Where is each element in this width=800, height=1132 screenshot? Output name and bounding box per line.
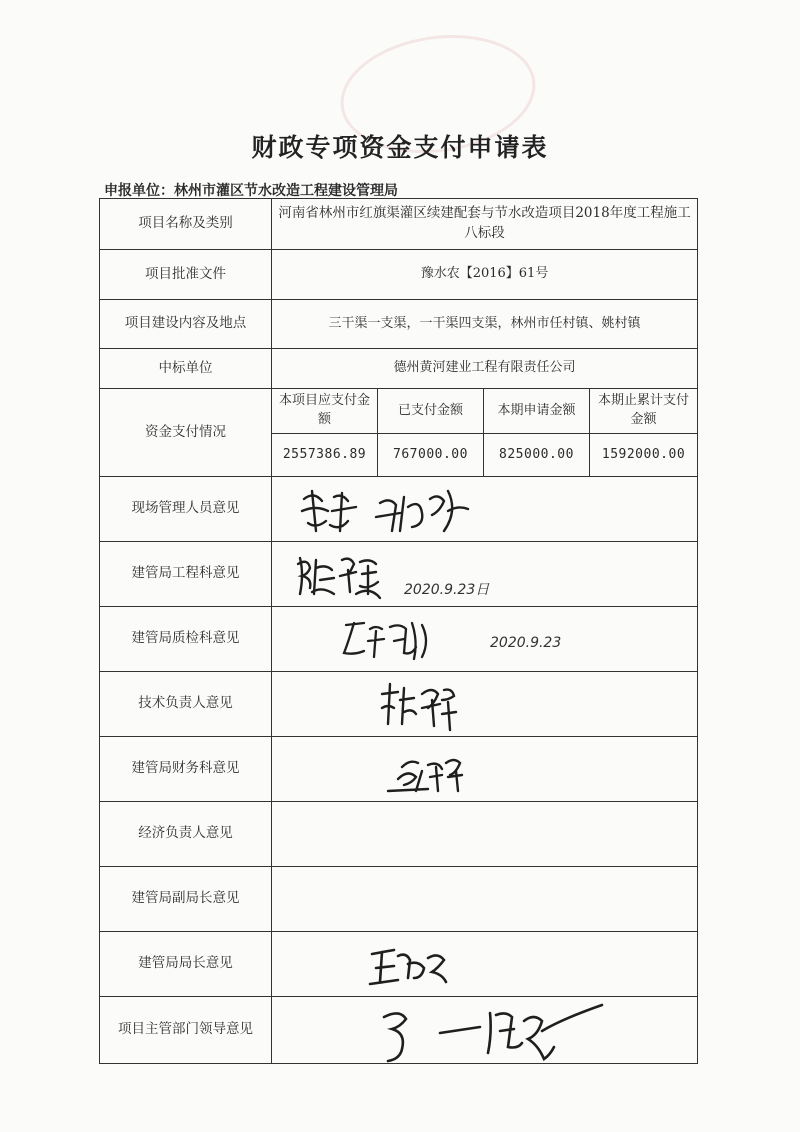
handwritten-signature	[272, 932, 696, 996]
row-opinion-economic	[100, 802, 698, 867]
applicant-value: 林州市灌区节水改造工程建设管理局	[174, 183, 398, 199]
handwritten-signature	[272, 997, 696, 1063]
row-opinion-site-manager	[100, 477, 698, 542]
funds-value-cumulative: 1592000.00	[590, 434, 698, 477]
payment-form-table	[99, 198, 698, 1064]
opinion-date: 2020.9.23日	[404, 582, 490, 598]
opinion-label: 现场管理人员意见	[100, 477, 272, 542]
content-location-label: 项目建设内容及地点	[100, 300, 272, 349]
handwritten-signature	[272, 477, 696, 541]
row-opinion-deputy	[100, 867, 698, 932]
row-opinion-quality	[100, 607, 698, 672]
opinion-label: 建管局工程科意见	[100, 542, 272, 607]
opinion-signature-area	[272, 607, 698, 672]
opinion-signature-area	[272, 867, 698, 932]
row-opinion-engineering	[100, 542, 698, 607]
funds-header-cumulative: 本期止累计支付金额	[590, 389, 698, 434]
winning-bidder-value: 德州黄河建业工程有限责任公司	[272, 349, 698, 389]
opinion-signature-area	[272, 997, 698, 1064]
winning-bidder-label: 中标单位	[100, 349, 272, 389]
opinion-signature-area	[272, 737, 698, 802]
applicant-label: 申报单位：	[104, 183, 174, 199]
approval-doc-label: 项目批准文件	[100, 250, 272, 300]
applicant-line	[104, 180, 398, 200]
approval-doc-value: 豫水农【2016】61号	[272, 250, 698, 300]
funds-header-current: 本期申请金额	[484, 389, 590, 434]
funds-header-paid: 已支付金额	[378, 389, 484, 434]
project-name-value: 河南省林州市红旗渠灌区续建配套与节水改造项目2018年度工程施工八标段	[272, 199, 698, 250]
opinion-label: 建管局财务科意见	[100, 737, 272, 802]
content-location-value: 三干渠一支渠，一干渠四支渠，林州市任村镇、姚村镇	[272, 300, 698, 349]
opinion-signature-area	[272, 802, 698, 867]
funds-header-payable: 本项目应支付金额	[272, 389, 378, 434]
row-project-name	[100, 199, 698, 250]
row-opinion-technical	[100, 672, 698, 737]
handwritten-signature	[272, 542, 696, 606]
row-approval-doc	[100, 250, 698, 300]
opinion-label: 技术负责人意见	[100, 672, 272, 737]
project-name-label: 项目名称及类别	[100, 199, 272, 250]
handwritten-signature	[272, 737, 696, 801]
opinion-signature-area	[272, 932, 698, 997]
opinion-signature-area	[272, 477, 698, 542]
opinion-date: 2020.9.23	[490, 635, 562, 651]
opinion-signature-area	[272, 672, 698, 737]
row-opinion-director	[100, 932, 698, 997]
row-content-location	[100, 300, 698, 349]
opinion-label: 项目主管部门领导意见	[100, 997, 272, 1064]
opinion-label: 经济负责人意见	[100, 802, 272, 867]
row-winning-bidder	[100, 349, 698, 389]
handwritten-signature	[272, 607, 696, 671]
row-opinion-supervisor	[100, 997, 698, 1064]
funds-value-payable: 2557386.89	[272, 434, 378, 477]
opinion-signature-area	[272, 542, 698, 607]
handwritten-signature	[272, 672, 696, 736]
row-opinion-finance	[100, 737, 698, 802]
funds-value-paid: 767000.00	[378, 434, 484, 477]
opinion-label: 建管局副局长意见	[100, 867, 272, 932]
funds-label: 资金支付情况	[100, 389, 272, 477]
page-title: 财政专项资金支付申请表	[251, 133, 549, 162]
opinion-label: 建管局局长意见	[100, 932, 272, 997]
row-funds-headers	[100, 389, 698, 434]
funds-value-current: 825000.00	[484, 434, 590, 477]
opinion-label: 建管局质检科意见	[100, 607, 272, 672]
